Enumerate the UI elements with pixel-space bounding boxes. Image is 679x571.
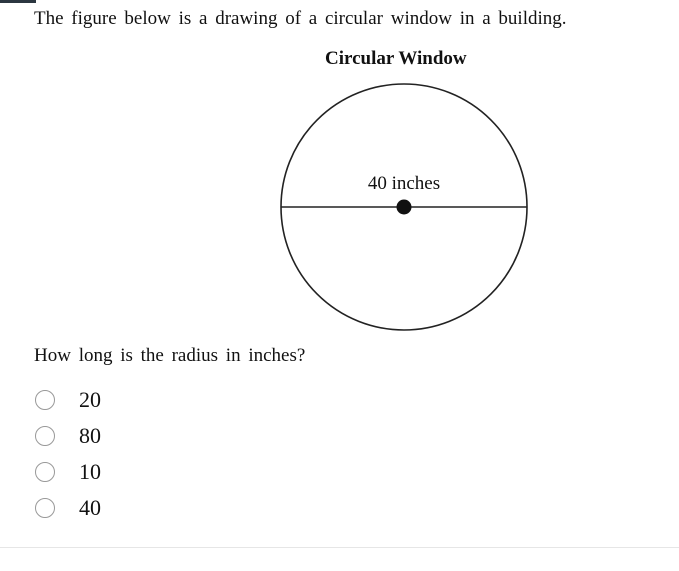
top-accent-bar: [0, 0, 36, 3]
radio-button[interactable]: [35, 498, 55, 518]
diameter-label: 40 inches: [367, 173, 441, 194]
radio-button[interactable]: [35, 390, 55, 410]
option-40[interactable]: [35, 490, 101, 526]
divider: [0, 547, 679, 548]
option-20[interactable]: [35, 382, 101, 418]
center-point: [397, 200, 412, 215]
option-label: 40: [79, 495, 101, 520]
figure-title: Circular Window: [325, 48, 467, 69]
prompt-text: How long is the radius in inches?: [34, 345, 306, 366]
option-label: 10: [79, 459, 101, 484]
radio-button[interactable]: [35, 462, 55, 482]
option-10[interactable]: [35, 454, 101, 490]
option-80[interactable]: [35, 418, 101, 454]
option-label: 80: [79, 423, 101, 448]
option-label: 20: [79, 387, 101, 412]
answer-options: [35, 382, 101, 526]
radio-button[interactable]: [35, 426, 55, 446]
circular-window-figure: [270, 76, 538, 338]
question-text: The figure below is a drawing of a circular window in a building.: [34, 8, 567, 29]
